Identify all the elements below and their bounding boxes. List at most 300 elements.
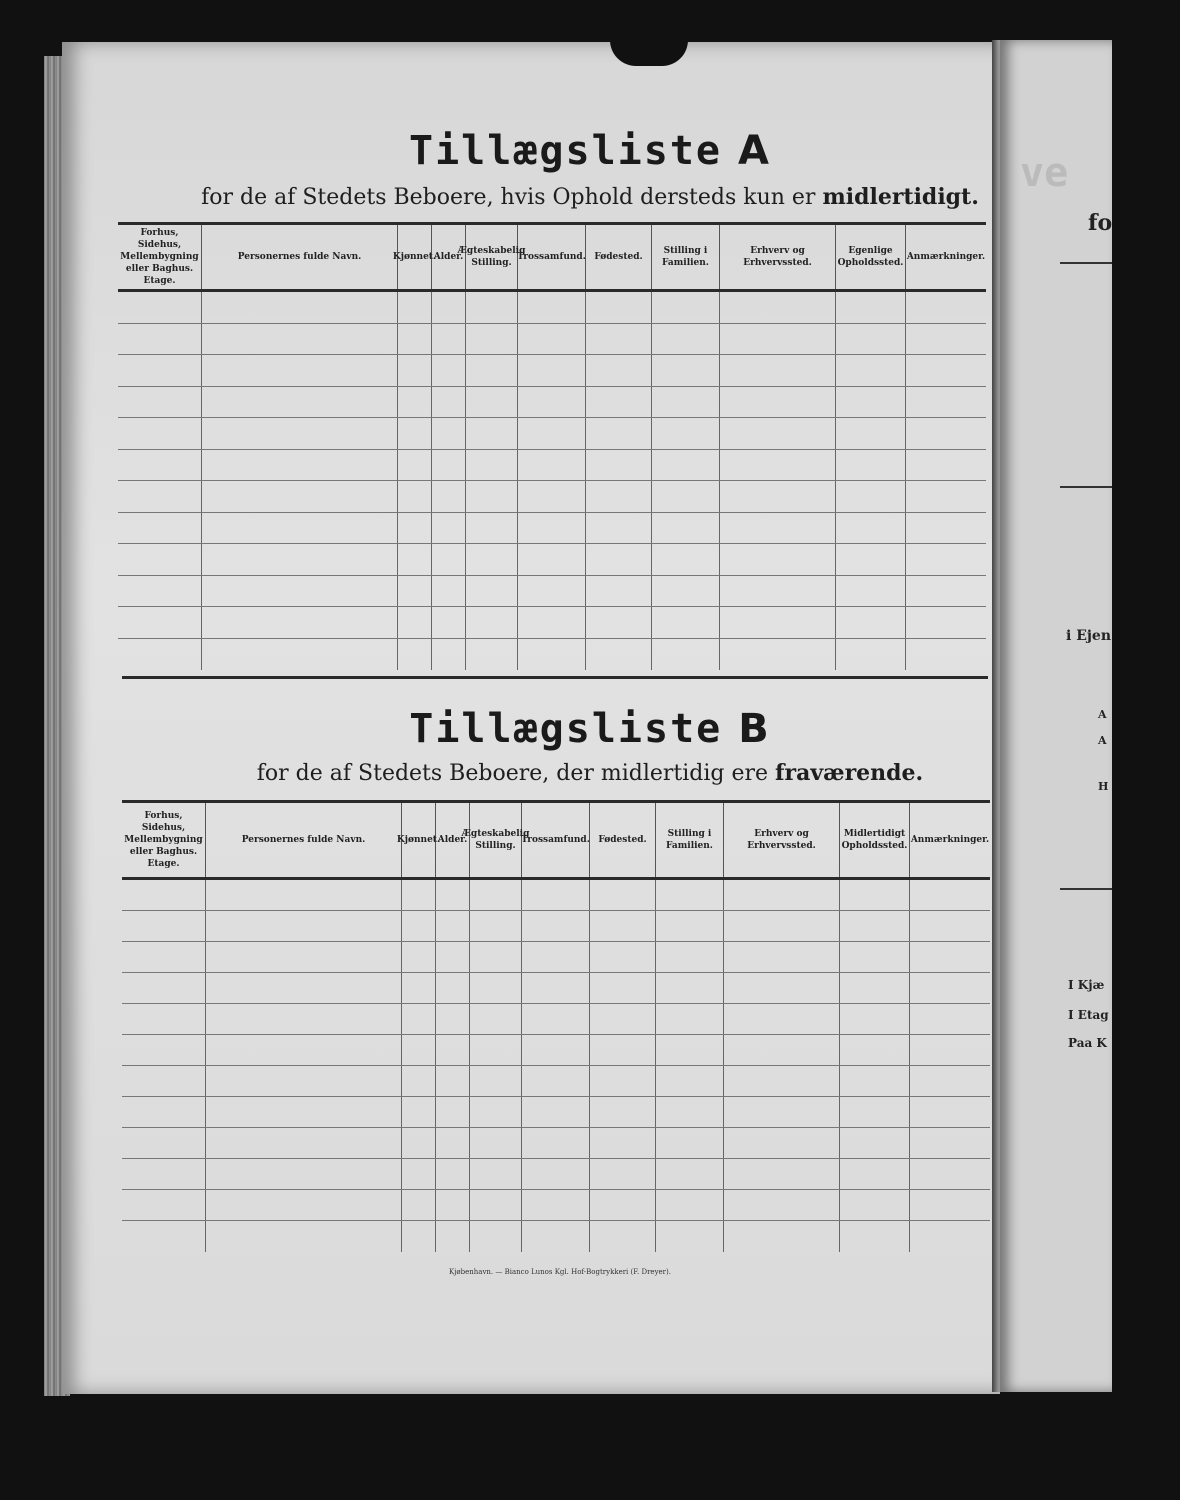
table-cell bbox=[522, 911, 590, 941]
table-cell bbox=[436, 911, 470, 941]
table-cell bbox=[466, 355, 518, 386]
list-a-title bbox=[0, 128, 1180, 174]
table-cell bbox=[840, 1128, 910, 1158]
table-cell bbox=[436, 1221, 470, 1252]
column-header: Stilling i Familien. bbox=[652, 225, 720, 289]
table-cell bbox=[836, 607, 906, 638]
table-cell bbox=[652, 355, 720, 386]
table-cell bbox=[470, 1190, 522, 1220]
table-cell bbox=[522, 1159, 590, 1189]
column-header: Midlertidigt Opholdssted. bbox=[840, 803, 910, 877]
table-cell bbox=[470, 942, 522, 972]
table-cell bbox=[202, 418, 398, 449]
table-row bbox=[118, 324, 986, 356]
table-cell bbox=[910, 1159, 990, 1189]
adjacent-rule bbox=[1060, 486, 1112, 488]
table-cell bbox=[206, 1221, 402, 1252]
table-cell bbox=[656, 1221, 724, 1252]
table-row bbox=[122, 973, 990, 1004]
table-cell bbox=[402, 1159, 436, 1189]
table-cell bbox=[522, 1035, 590, 1065]
table-cell bbox=[518, 639, 586, 671]
table-cell bbox=[122, 1190, 206, 1220]
table-cell bbox=[910, 1035, 990, 1065]
table-row bbox=[122, 1190, 990, 1221]
table-cell bbox=[402, 1035, 436, 1065]
table-cell bbox=[202, 450, 398, 481]
table-cell bbox=[522, 1097, 590, 1127]
table-cell bbox=[836, 639, 906, 671]
table-cell bbox=[720, 387, 836, 418]
list-b-table bbox=[122, 800, 990, 1252]
table-cell bbox=[398, 607, 432, 638]
table-cell bbox=[652, 544, 720, 575]
table-cell bbox=[202, 576, 398, 607]
table-cell bbox=[906, 450, 986, 481]
table-cell bbox=[436, 1097, 470, 1127]
table-cell bbox=[910, 1004, 990, 1034]
table-cell bbox=[206, 1128, 402, 1158]
table-cell bbox=[522, 1004, 590, 1034]
table-cell bbox=[470, 1128, 522, 1158]
table-cell bbox=[398, 513, 432, 544]
table-cell bbox=[720, 481, 836, 512]
table-cell bbox=[720, 418, 836, 449]
table-cell bbox=[590, 1035, 656, 1065]
table-cell bbox=[466, 481, 518, 512]
table-cell bbox=[398, 576, 432, 607]
table-cell bbox=[910, 1097, 990, 1127]
table-cell bbox=[836, 387, 906, 418]
table-cell bbox=[118, 513, 202, 544]
table-cell bbox=[398, 387, 432, 418]
table-cell bbox=[652, 324, 720, 355]
table-cell bbox=[202, 513, 398, 544]
table-cell bbox=[652, 418, 720, 449]
table-cell bbox=[466, 387, 518, 418]
table-cell bbox=[470, 880, 522, 910]
table-cell bbox=[720, 324, 836, 355]
list-b-title bbox=[0, 706, 1180, 752]
table-cell bbox=[590, 1128, 656, 1158]
table-row bbox=[118, 418, 986, 450]
table-cell bbox=[398, 292, 432, 323]
table-cell bbox=[402, 1190, 436, 1220]
table-cell bbox=[518, 544, 586, 575]
column-header: Personernes fulde Navn. bbox=[206, 803, 402, 877]
list-b-subtitle bbox=[0, 760, 1180, 786]
table-cell bbox=[432, 418, 466, 449]
table-row bbox=[118, 292, 986, 324]
table-cell bbox=[586, 292, 652, 323]
table-cell bbox=[122, 1035, 206, 1065]
adjacent-fragment: I Kjæ bbox=[1068, 978, 1105, 992]
table-cell bbox=[906, 355, 986, 386]
table-cell bbox=[470, 973, 522, 1003]
column-header: Forhus, Sidehus, Mellembygning eller Baghus. Etage. bbox=[118, 225, 202, 289]
table-row bbox=[122, 1221, 990, 1252]
table-cell bbox=[910, 1190, 990, 1220]
table-cell bbox=[840, 1159, 910, 1189]
table-cell bbox=[432, 450, 466, 481]
table-cell bbox=[402, 1128, 436, 1158]
table-cell bbox=[402, 942, 436, 972]
table-cell bbox=[522, 880, 590, 910]
table-cell bbox=[436, 973, 470, 1003]
table-cell bbox=[436, 1066, 470, 1096]
table-row bbox=[122, 1035, 990, 1066]
table-cell bbox=[118, 292, 202, 323]
table-cell bbox=[720, 607, 836, 638]
table-cell bbox=[586, 418, 652, 449]
table-row bbox=[118, 513, 986, 545]
table-cell bbox=[724, 1190, 840, 1220]
table-row bbox=[122, 880, 990, 911]
table-cell bbox=[656, 1190, 724, 1220]
list-b-letter: B bbox=[738, 706, 771, 752]
table-cell bbox=[432, 481, 466, 512]
table-cell bbox=[402, 1097, 436, 1127]
table-cell bbox=[590, 1004, 656, 1034]
table-cell bbox=[724, 1066, 840, 1096]
table-cell bbox=[470, 1004, 522, 1034]
table-cell bbox=[652, 576, 720, 607]
table-cell bbox=[522, 1128, 590, 1158]
table-cell bbox=[202, 355, 398, 386]
table-cell bbox=[202, 324, 398, 355]
table-cell bbox=[118, 576, 202, 607]
table-cell bbox=[590, 1221, 656, 1252]
table-cell bbox=[910, 1221, 990, 1252]
table-cell bbox=[466, 450, 518, 481]
table-cell bbox=[432, 544, 466, 575]
table-cell bbox=[518, 576, 586, 607]
table-cell bbox=[906, 481, 986, 512]
table-cell bbox=[656, 973, 724, 1003]
table-cell bbox=[656, 1097, 724, 1127]
table-cell bbox=[518, 387, 586, 418]
column-header: Trossamfund. bbox=[518, 225, 586, 289]
table-row bbox=[122, 1128, 990, 1159]
table-cell bbox=[470, 1221, 522, 1252]
column-header: Ægteskabelig Stilling. bbox=[466, 225, 518, 289]
table-cell bbox=[206, 1035, 402, 1065]
list-a-letter: A bbox=[738, 128, 771, 174]
table-row bbox=[122, 1097, 990, 1128]
table-cell bbox=[652, 639, 720, 671]
table-cell bbox=[724, 1035, 840, 1065]
table-cell bbox=[118, 607, 202, 638]
table-cell bbox=[910, 1128, 990, 1158]
table-cell bbox=[586, 324, 652, 355]
table-cell bbox=[436, 1004, 470, 1034]
table-cell bbox=[206, 973, 402, 1003]
table-cell bbox=[586, 481, 652, 512]
table-cell bbox=[836, 450, 906, 481]
table-cell bbox=[840, 1190, 910, 1220]
table-cell bbox=[398, 418, 432, 449]
table-cell bbox=[206, 1159, 402, 1189]
table-cell bbox=[522, 973, 590, 1003]
table-cell bbox=[720, 513, 836, 544]
table-cell bbox=[402, 1066, 436, 1096]
adjacent-fragment: I Etag bbox=[1068, 1008, 1109, 1022]
table-cell bbox=[122, 1004, 206, 1034]
table-cell bbox=[910, 942, 990, 972]
list-b-title-word: Tillægsliste bbox=[409, 706, 723, 752]
table-row bbox=[122, 911, 990, 942]
table-row bbox=[122, 1159, 990, 1190]
table-cell bbox=[432, 607, 466, 638]
table-cell bbox=[522, 1066, 590, 1096]
table-cell bbox=[466, 607, 518, 638]
table-cell bbox=[466, 513, 518, 544]
table-cell bbox=[202, 607, 398, 638]
table-cell bbox=[836, 576, 906, 607]
table-cell bbox=[518, 607, 586, 638]
column-header: Erhverv og Erhvervssted. bbox=[724, 803, 840, 877]
table-cell bbox=[910, 1066, 990, 1096]
table-cell bbox=[432, 324, 466, 355]
printer-imprint: Kjøbenhavn. — Bianco Lunos Kgl. Hof-Bogtrykkeri (F. Dreyer). bbox=[449, 1268, 671, 1276]
table-cell bbox=[840, 1221, 910, 1252]
table-cell bbox=[118, 544, 202, 575]
table-cell bbox=[118, 450, 202, 481]
table-cell bbox=[466, 324, 518, 355]
list-a-table-body bbox=[118, 292, 986, 670]
table-cell bbox=[590, 1159, 656, 1189]
table-cell bbox=[586, 355, 652, 386]
table-cell bbox=[122, 1159, 206, 1189]
table-cell bbox=[906, 513, 986, 544]
table-cell bbox=[586, 387, 652, 418]
table-cell bbox=[122, 1128, 206, 1158]
table-cell bbox=[586, 513, 652, 544]
table-cell bbox=[840, 911, 910, 941]
adjacent-rule bbox=[1060, 888, 1112, 890]
table-cell bbox=[720, 544, 836, 575]
table-cell bbox=[590, 911, 656, 941]
column-header: Alder. bbox=[432, 225, 466, 289]
table-cell bbox=[590, 973, 656, 1003]
adjacent-rule bbox=[1060, 262, 1112, 264]
table-cell bbox=[906, 639, 986, 671]
table-cell bbox=[202, 387, 398, 418]
table-cell bbox=[466, 544, 518, 575]
list-a-subtitle bbox=[0, 184, 1180, 210]
table-cell bbox=[656, 1159, 724, 1189]
table-cell bbox=[466, 639, 518, 671]
table-cell bbox=[720, 576, 836, 607]
table-cell bbox=[398, 450, 432, 481]
table-cell bbox=[906, 292, 986, 323]
table-cell bbox=[656, 1035, 724, 1065]
table-cell bbox=[724, 942, 840, 972]
adjacent-fragment: fo bbox=[1088, 210, 1112, 236]
table-cell bbox=[206, 880, 402, 910]
table-cell bbox=[836, 324, 906, 355]
table-cell bbox=[518, 324, 586, 355]
table-cell bbox=[518, 292, 586, 323]
table-cell bbox=[586, 639, 652, 671]
table-cell bbox=[590, 942, 656, 972]
table-cell bbox=[122, 911, 206, 941]
table-cell bbox=[402, 1221, 436, 1252]
table-cell bbox=[518, 418, 586, 449]
table-cell bbox=[432, 387, 466, 418]
list-a-table-header bbox=[118, 225, 986, 292]
table-cell bbox=[590, 1190, 656, 1220]
table-cell bbox=[202, 544, 398, 575]
table-cell bbox=[840, 1035, 910, 1065]
column-header: Fødested. bbox=[590, 803, 656, 877]
table-cell bbox=[118, 355, 202, 386]
adjacent-fragment: H bbox=[1098, 780, 1109, 793]
table-row bbox=[118, 355, 986, 387]
table-cell bbox=[720, 639, 836, 671]
adjacent-fragment: A bbox=[1098, 734, 1107, 747]
table-row bbox=[118, 450, 986, 482]
table-cell bbox=[720, 355, 836, 386]
table-cell bbox=[432, 355, 466, 386]
table-cell bbox=[206, 1004, 402, 1034]
table-cell bbox=[724, 880, 840, 910]
table-cell bbox=[202, 481, 398, 512]
table-cell bbox=[470, 1097, 522, 1127]
table-row bbox=[118, 387, 986, 419]
table-cell bbox=[122, 942, 206, 972]
table-cell bbox=[724, 1221, 840, 1252]
table-cell bbox=[466, 418, 518, 449]
table-cell bbox=[836, 544, 906, 575]
table-cell bbox=[836, 355, 906, 386]
table-cell bbox=[122, 1066, 206, 1096]
table-cell bbox=[720, 292, 836, 323]
table-cell bbox=[518, 355, 586, 386]
table-cell bbox=[840, 1004, 910, 1034]
table-cell bbox=[470, 1035, 522, 1065]
list-b-table-header bbox=[122, 803, 990, 880]
table-cell bbox=[202, 639, 398, 671]
adjacent-fragment: Paa K bbox=[1068, 1036, 1107, 1050]
table-cell bbox=[656, 911, 724, 941]
table-cell bbox=[122, 1221, 206, 1252]
column-header: Trossamfund. bbox=[522, 803, 590, 877]
table-cell bbox=[724, 973, 840, 1003]
table-cell bbox=[122, 1097, 206, 1127]
adjacent-fragment: A bbox=[1098, 708, 1107, 721]
table-cell bbox=[586, 576, 652, 607]
table-cell bbox=[906, 607, 986, 638]
table-cell bbox=[906, 418, 986, 449]
table-cell bbox=[518, 513, 586, 544]
table-cell bbox=[840, 1097, 910, 1127]
table-cell bbox=[586, 450, 652, 481]
table-cell bbox=[206, 911, 402, 941]
table-cell bbox=[656, 942, 724, 972]
column-header: Personernes fulde Navn. bbox=[202, 225, 398, 289]
column-header: Erhverv og Erhvervssted. bbox=[720, 225, 836, 289]
table-cell bbox=[656, 1128, 724, 1158]
list-b-subtitle-emphasis: fraværende. bbox=[775, 760, 924, 786]
table-cell bbox=[432, 576, 466, 607]
adjacent-fragment: i Ejen bbox=[1066, 628, 1112, 644]
table-cell bbox=[522, 942, 590, 972]
table-cell bbox=[432, 639, 466, 671]
table-cell bbox=[206, 1097, 402, 1127]
table-cell bbox=[402, 973, 436, 1003]
table-cell bbox=[656, 1004, 724, 1034]
table-cell bbox=[586, 607, 652, 638]
section-divider bbox=[122, 676, 988, 679]
table-cell bbox=[906, 324, 986, 355]
table-cell bbox=[470, 1066, 522, 1096]
table-cell bbox=[586, 544, 652, 575]
table-cell bbox=[436, 1128, 470, 1158]
table-cell bbox=[118, 324, 202, 355]
column-header: Alder. bbox=[436, 803, 470, 877]
column-header: Kjønnet. bbox=[398, 225, 432, 289]
table-cell bbox=[840, 880, 910, 910]
table-cell bbox=[724, 1097, 840, 1127]
table-cell bbox=[652, 513, 720, 544]
table-cell bbox=[652, 607, 720, 638]
table-cell bbox=[518, 481, 586, 512]
table-cell bbox=[518, 450, 586, 481]
table-cell bbox=[432, 513, 466, 544]
table-cell bbox=[724, 1159, 840, 1189]
table-row bbox=[118, 607, 986, 639]
table-cell bbox=[652, 292, 720, 323]
table-cell bbox=[432, 292, 466, 323]
table-cell bbox=[470, 911, 522, 941]
table-cell bbox=[652, 450, 720, 481]
table-cell bbox=[522, 1221, 590, 1252]
table-cell bbox=[836, 513, 906, 544]
table-cell bbox=[206, 942, 402, 972]
column-header: Egenlige Opholdssted. bbox=[836, 225, 906, 289]
column-header: Kjønnet. bbox=[402, 803, 436, 877]
column-header: Stilling i Familien. bbox=[656, 803, 724, 877]
table-cell bbox=[436, 1190, 470, 1220]
table-cell bbox=[724, 1128, 840, 1158]
table-cell bbox=[836, 481, 906, 512]
table-cell bbox=[206, 1190, 402, 1220]
table-cell bbox=[436, 880, 470, 910]
list-a-subtitle-text: for de af Stedets Beboere, hvis Ophold dersteds kun er bbox=[201, 185, 816, 210]
table-cell bbox=[402, 911, 436, 941]
table-row bbox=[122, 1004, 990, 1035]
table-cell bbox=[398, 324, 432, 355]
table-cell bbox=[590, 1097, 656, 1127]
table-cell bbox=[118, 387, 202, 418]
table-row bbox=[118, 544, 986, 576]
column-header: Fødested. bbox=[586, 225, 652, 289]
table-cell bbox=[724, 911, 840, 941]
table-cell bbox=[906, 544, 986, 575]
table-cell bbox=[910, 911, 990, 941]
table-cell bbox=[840, 1066, 910, 1096]
table-row bbox=[118, 639, 986, 671]
column-header: Anmærkninger. bbox=[910, 835, 990, 845]
table-cell bbox=[436, 942, 470, 972]
table-cell bbox=[118, 418, 202, 449]
table-cell bbox=[118, 639, 202, 671]
list-a-table bbox=[118, 222, 986, 670]
list-a-subtitle-emphasis: midlertidigt. bbox=[822, 184, 979, 210]
table-cell bbox=[910, 880, 990, 910]
table-row bbox=[122, 1066, 990, 1097]
